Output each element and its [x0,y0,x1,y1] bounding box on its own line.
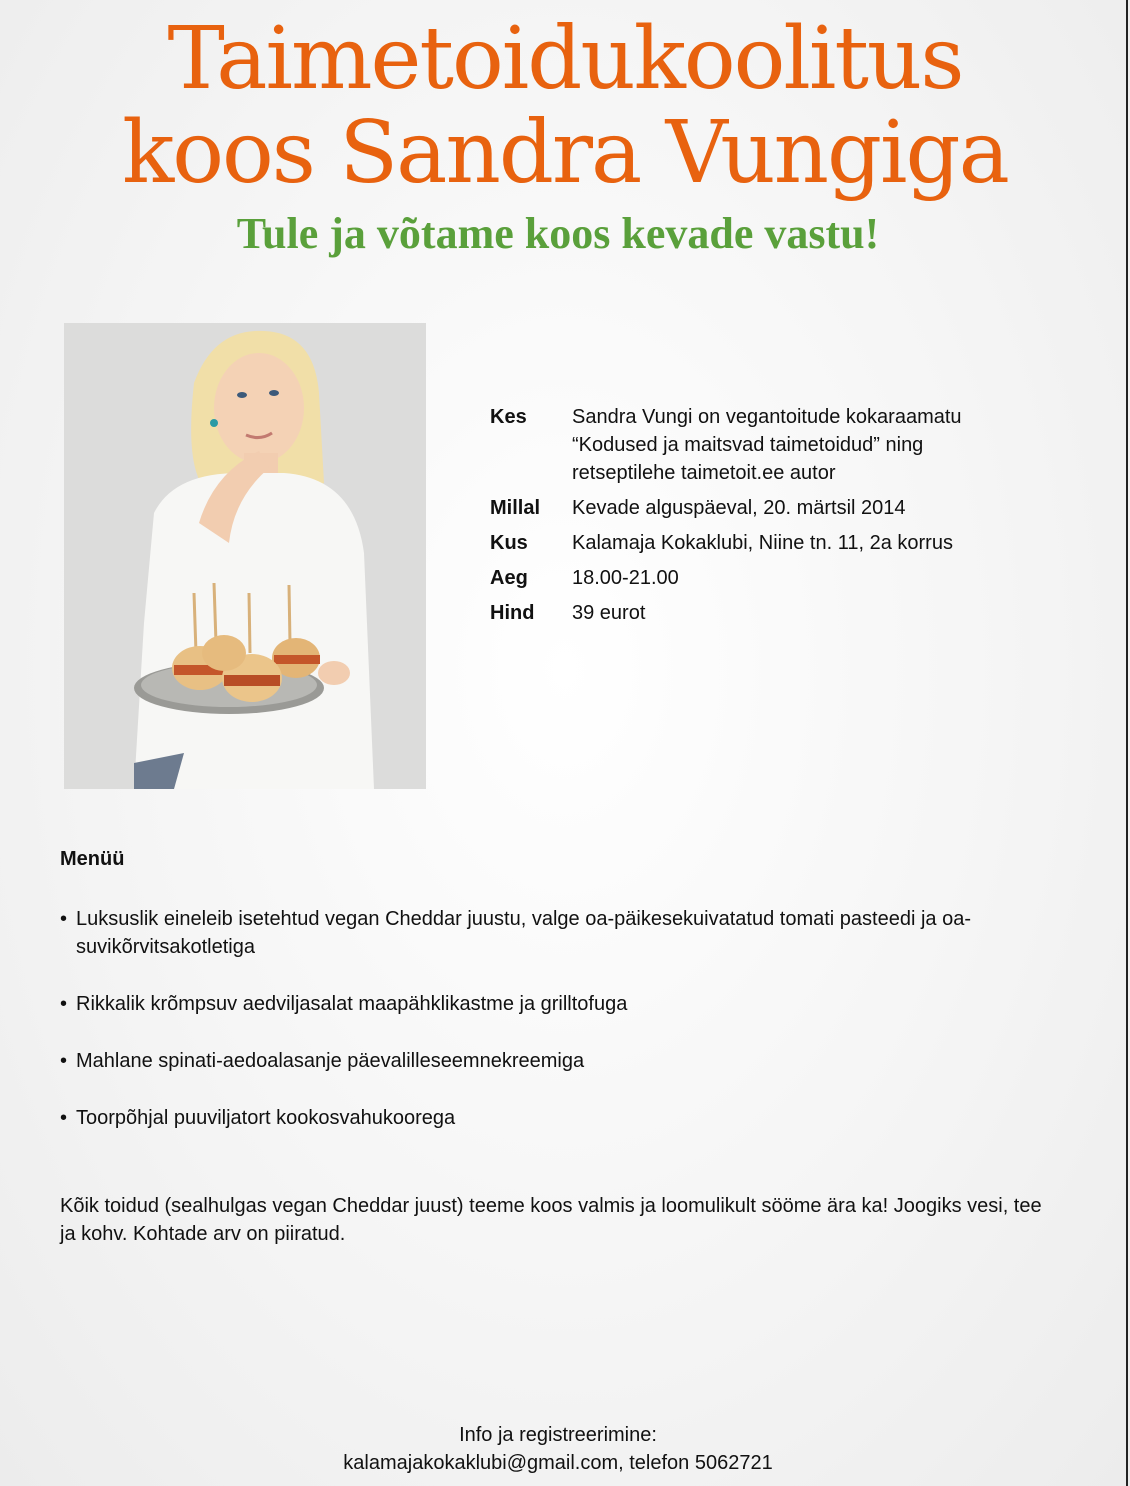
menu-heading: Menüü [60,848,125,870]
title-line-2: koos Sandra Vungiga [122,103,1008,203]
closing-paragraph: Kõik toidud (sealhulgas vegan Cheddar juust) teeme koos valmis ja loomulikult sööme ära ka! Joogiks vesi, tee ja kohv. Kohtade arv on piiratud. [60,1195,1042,1245]
detail-value: 18.00-21.00 [572,567,679,589]
list-item [60,990,1040,1018]
bullet-icon: • [60,1050,68,1072]
detail-key: Kes [490,406,527,428]
list-item [60,1104,1040,1132]
menu-item-text: Toorpõhjal puuviljatort kookosvahukoorega [76,1107,456,1129]
detail-key: Hind [490,602,535,624]
contact-footer [0,1421,1116,1477]
footer-contact[interactable]: kalamajakokaklubi@gmail.com, telefon 5062721 [343,1452,773,1474]
presenter-photo [64,323,426,789]
menu-item-text: Mahlane spinati-aedoalasanje päevalilleseemnekreemiga [76,1050,585,1072]
detail-row-kes [490,403,1010,487]
detail-key: Aeg [490,567,528,589]
detail-row-aeg [490,564,1010,592]
list-item [60,1047,1040,1075]
presenter-illustration [64,323,426,789]
footer-heading: Info ja registreerimine: [459,1424,657,1446]
menu-item-text: Rikkalik krõmpsuv aedviljasalat maapähklikastme ja grilltofuga [76,993,628,1015]
detail-row-hind [490,599,1010,627]
detail-value: Sandra Vungi on vegantoitude kokaraamatu “Kodused ja maitsvad taimetoidud” ning retseptilehe taimetoit.ee autor [572,406,962,484]
bullet-icon: • [60,993,68,1015]
bullet-icon: • [60,908,68,930]
detail-row-millal [490,494,1010,522]
detail-value: 39 eurot [572,602,646,624]
title-line-1: Taimetoidukoolitus [167,9,963,109]
detail-value: Kalamaja Kokaklubi, Niine tn. 11, 2a korrus [572,532,953,554]
detail-key: Kus [490,532,528,554]
detail-value: Kevade alguspäeval, 20. märtsil 2014 [572,497,906,519]
detail-row-kus [490,529,1010,557]
detail-key: Millal [490,497,541,519]
bullet-icon: • [60,1107,68,1129]
list-item [60,905,1040,961]
flyer-subtitle: Tule ja võtame koos kevade vastu! [236,209,880,258]
menu-list [60,905,1040,1161]
menu-item-text: Luksuslik eineleib isetehtud vegan Cheddar juustu, valge oa-päikesekuivatatud tomati pasteedi ja oa-suvikõrvitsakotletiga [76,908,972,958]
event-details [490,403,1010,634]
flyer-title [0,9,1130,203]
